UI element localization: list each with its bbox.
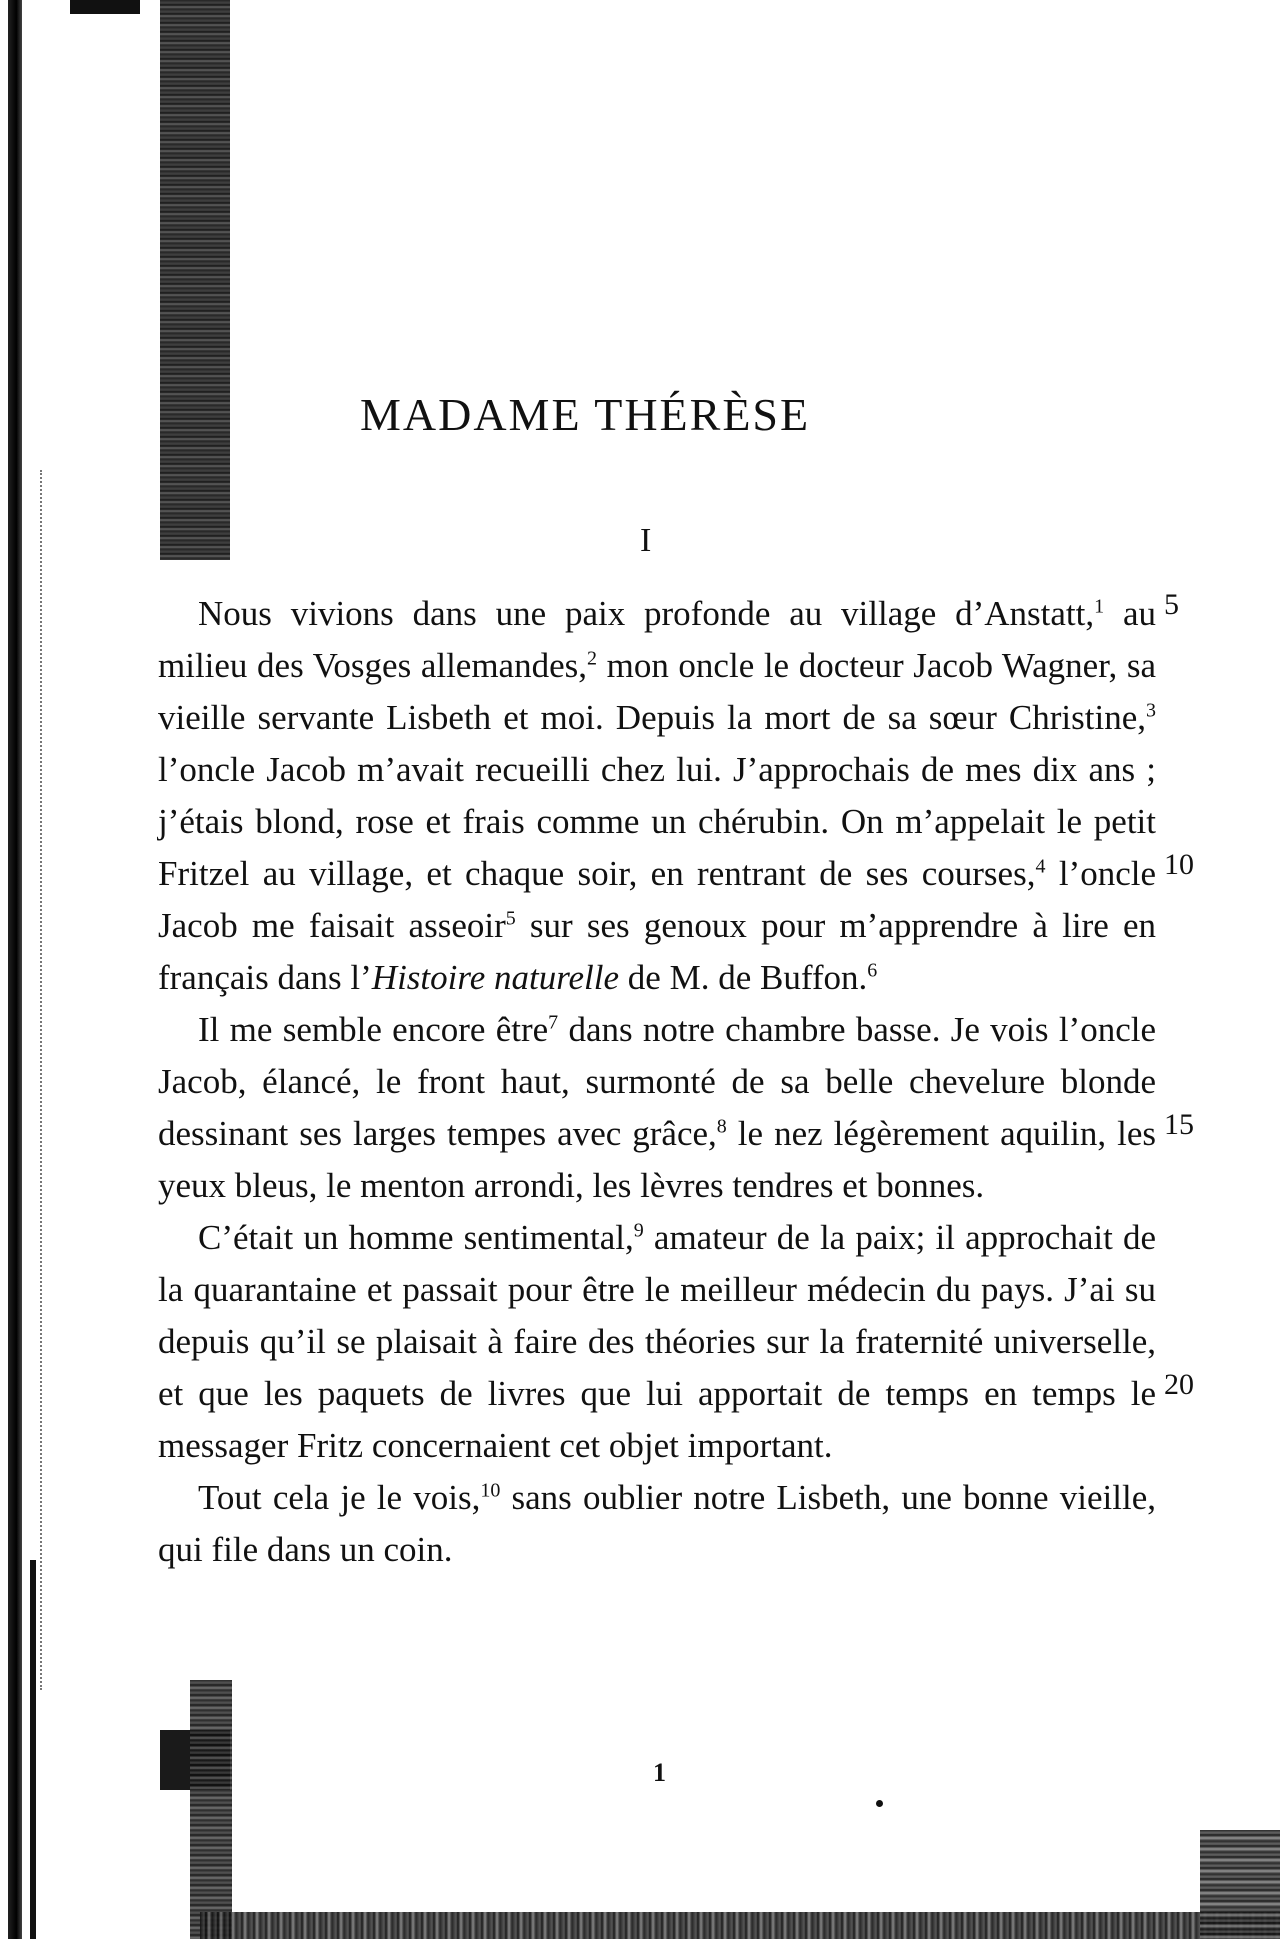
scan-left-marks [40, 470, 46, 1690]
paragraph-2 [158, 1004, 1156, 1212]
line-number-20: 20 [1164, 1368, 1194, 1401]
scan-spine-shadow-top [160, 0, 230, 560]
footnote-ref: 5 [505, 907, 516, 930]
italic-title: Histoire naturelle [371, 958, 620, 997]
chapter-number: I [640, 522, 652, 559]
text-run: Il me semble encore être [198, 1010, 549, 1049]
paragraph-1 [158, 588, 1156, 1004]
page-title: MADAME THÉRÈSE [360, 389, 811, 440]
footnote-ref: 6 [867, 959, 878, 982]
scan-left-border-bottom [30, 1560, 36, 1939]
text-run: de M. de Buffon. [619, 958, 868, 997]
scan-dot [876, 1800, 883, 1807]
footnote-ref: 8 [716, 1115, 727, 1138]
text-run: le nez légèrement aquilin, les yeux bleus, le menton arrondi, les lèvres tendres et bonnes. [158, 1114, 1156, 1205]
text-run: amateur de la paix; il approchait de la quarantaine et passait pour être le meilleur médecin du pays. J’ai su depuis qu’il se plaisait à faire des théories sur la fraternité universelle, et que les paquets de livres que lui apportait de temps en temps le messager Fritz concernaient cet objet important. [158, 1218, 1156, 1465]
text-run: sans oublier notre Lisbeth, une bonne vieille, qui file dans un coin. [158, 1478, 1156, 1569]
footnote-ref: 9 [633, 1219, 644, 1242]
text-run: Tout cela je le vois, [198, 1478, 481, 1517]
text-run: C’était un homme sentimental, [198, 1218, 634, 1257]
page-number: 1 [653, 1758, 666, 1787]
footnote-ref: 7 [548, 1011, 559, 1034]
footnote-ref: 1 [1094, 595, 1105, 618]
line-number-5: 5 [1164, 588, 1179, 621]
body-text [158, 588, 1156, 1576]
scan-spine-shadow-bottom [190, 1680, 232, 1939]
paragraph-3 [158, 1212, 1156, 1472]
scan-bottom-right-blot [1200, 1830, 1280, 1939]
footnote-ref: 10 [480, 1479, 501, 1502]
footnote-ref: 3 [1146, 699, 1156, 722]
scan-left-border [8, 0, 22, 1939]
text-run: dans notre chambre basse. Je vois l’oncle Jacob, élancé, le front haut, surmonté de sa belle chevelure blonde dessinant ses larges tempes avec grâce, [158, 1010, 1156, 1153]
text-run: l’oncle Jacob me faisait asseoir [158, 854, 1156, 945]
text-run: sur ses genoux pour m’apprendre à lire en français dans l’ [158, 906, 1157, 997]
scan-bottom-edge [200, 1912, 1280, 1939]
paragraph-4 [158, 1472, 1156, 1576]
scan-top-blot [70, 0, 140, 14]
text-run: Nous vivions dans une paix profonde au village d’Anstatt, [198, 594, 1095, 633]
text-run: l’oncle Jacob m’avait recueilli chez lui. J’approchais de mes dix ans ; j’étais blond, rose et frais comme un chérubin. On m’appelait le petit Fritzel au village, et chaque soir, en rentrant de ses courses, [158, 750, 1156, 893]
footnote-ref: 2 [587, 647, 597, 670]
text-run: mon oncle le docteur Jacob Wagner, sa vieille servante Lisbeth et moi. Depuis la mort de sa sœur Christine, [158, 646, 1156, 737]
line-number-15: 15 [1164, 1108, 1194, 1141]
text-run: au milieu des Vosges allemandes, [158, 594, 1156, 685]
line-number-10: 10 [1164, 848, 1194, 881]
footnote-ref: 4 [1035, 855, 1046, 878]
